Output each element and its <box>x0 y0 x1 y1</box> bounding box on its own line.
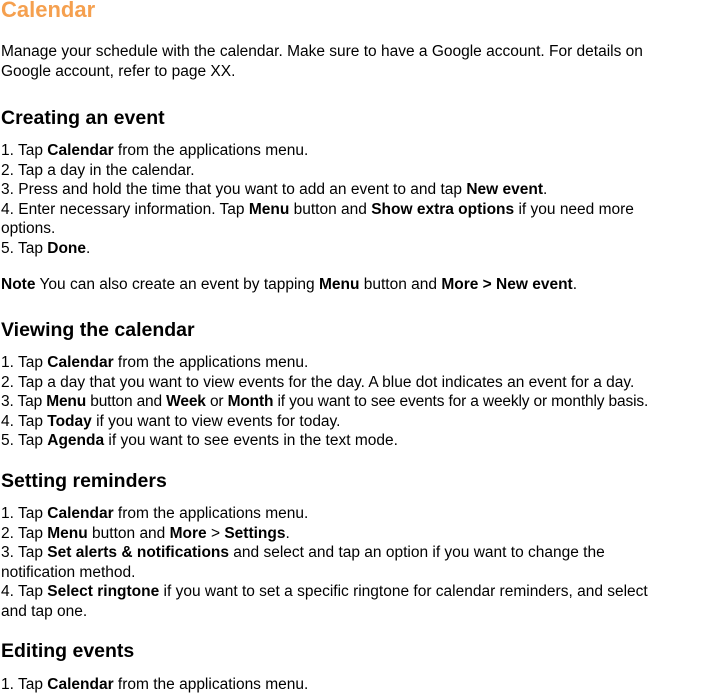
reminders-step-3-cont: notification method. <box>1 563 136 581</box>
creating-step-4-cont: options. <box>1 220 56 237</box>
reminders-step-2: 2. Tap Menu button and More > Settings. <box>1 524 290 542</box>
page-title: Calendar <box>1 0 96 22</box>
viewing-step-4: 4. Tap Today if you want to view events for today. <box>1 412 341 430</box>
viewing-step-1: 1. Tap Calendar from the applications menu. <box>1 354 309 371</box>
creating-step-2: 2. Tap a day in the calendar. <box>1 161 195 179</box>
note-label: Note <box>1 276 36 293</box>
heading-viewing-calendar: Viewing the calendar <box>1 319 195 341</box>
editing-steps <box>1 675 712 695</box>
editing-step-1: 1. Tap Calendar from the applications menu. <box>1 676 309 693</box>
intro-paragraph <box>1 42 712 81</box>
viewing-step-5: 5. Tap Agenda if you want to see events in the text mode. <box>1 432 398 449</box>
reminders-step-4-cont: and tap one. <box>1 602 88 620</box>
creating-note: Note You can also create an event by tapping Menu button and More > New event. <box>1 276 578 293</box>
viewing-step-2: 2. Tap a day that you want to view events for the day. A blue dot indicates an event for a day. <box>1 373 635 391</box>
viewing-step-3: 3. Tap Menu button and Week or Month if you want to see events for a weekly or monthly basis. <box>1 393 649 410</box>
creating-step-3: 3. Press and hold the time that you want to add an event to and tap New event. <box>1 181 548 198</box>
heading-creating-event: Creating an event <box>1 107 165 129</box>
creating-step-1: 1. Tap Calendar from the applications menu. <box>1 142 309 159</box>
creating-step-4: 4. Enter necessary information. Tap Menu button and Show extra options if you need more <box>1 200 634 218</box>
reminders-step-3: 3. Tap Set alerts & notifications and select and tap an option if you want to change the <box>1 544 605 561</box>
intro-line-2: Google account, refer to page XX. <box>1 62 236 80</box>
heading-setting-reminders: Setting reminders <box>1 470 167 492</box>
reminders-steps <box>1 504 712 621</box>
heading-editing-events: Editing events <box>1 640 135 662</box>
reminders-step-1: 1. Tap Calendar from the applications menu. <box>1 505 309 522</box>
creating-steps <box>1 141 712 258</box>
intro-line-1: Manage your schedule with the calendar. Make sure to have a Google account. For details on <box>1 43 643 60</box>
creating-step-5: 5. Tap Done. <box>1 239 91 257</box>
reminders-step-4: 4. Tap Select ringtone if you want to set a specific ringtone for calendar reminders, and select <box>1 583 648 600</box>
viewing-steps <box>1 353 712 451</box>
